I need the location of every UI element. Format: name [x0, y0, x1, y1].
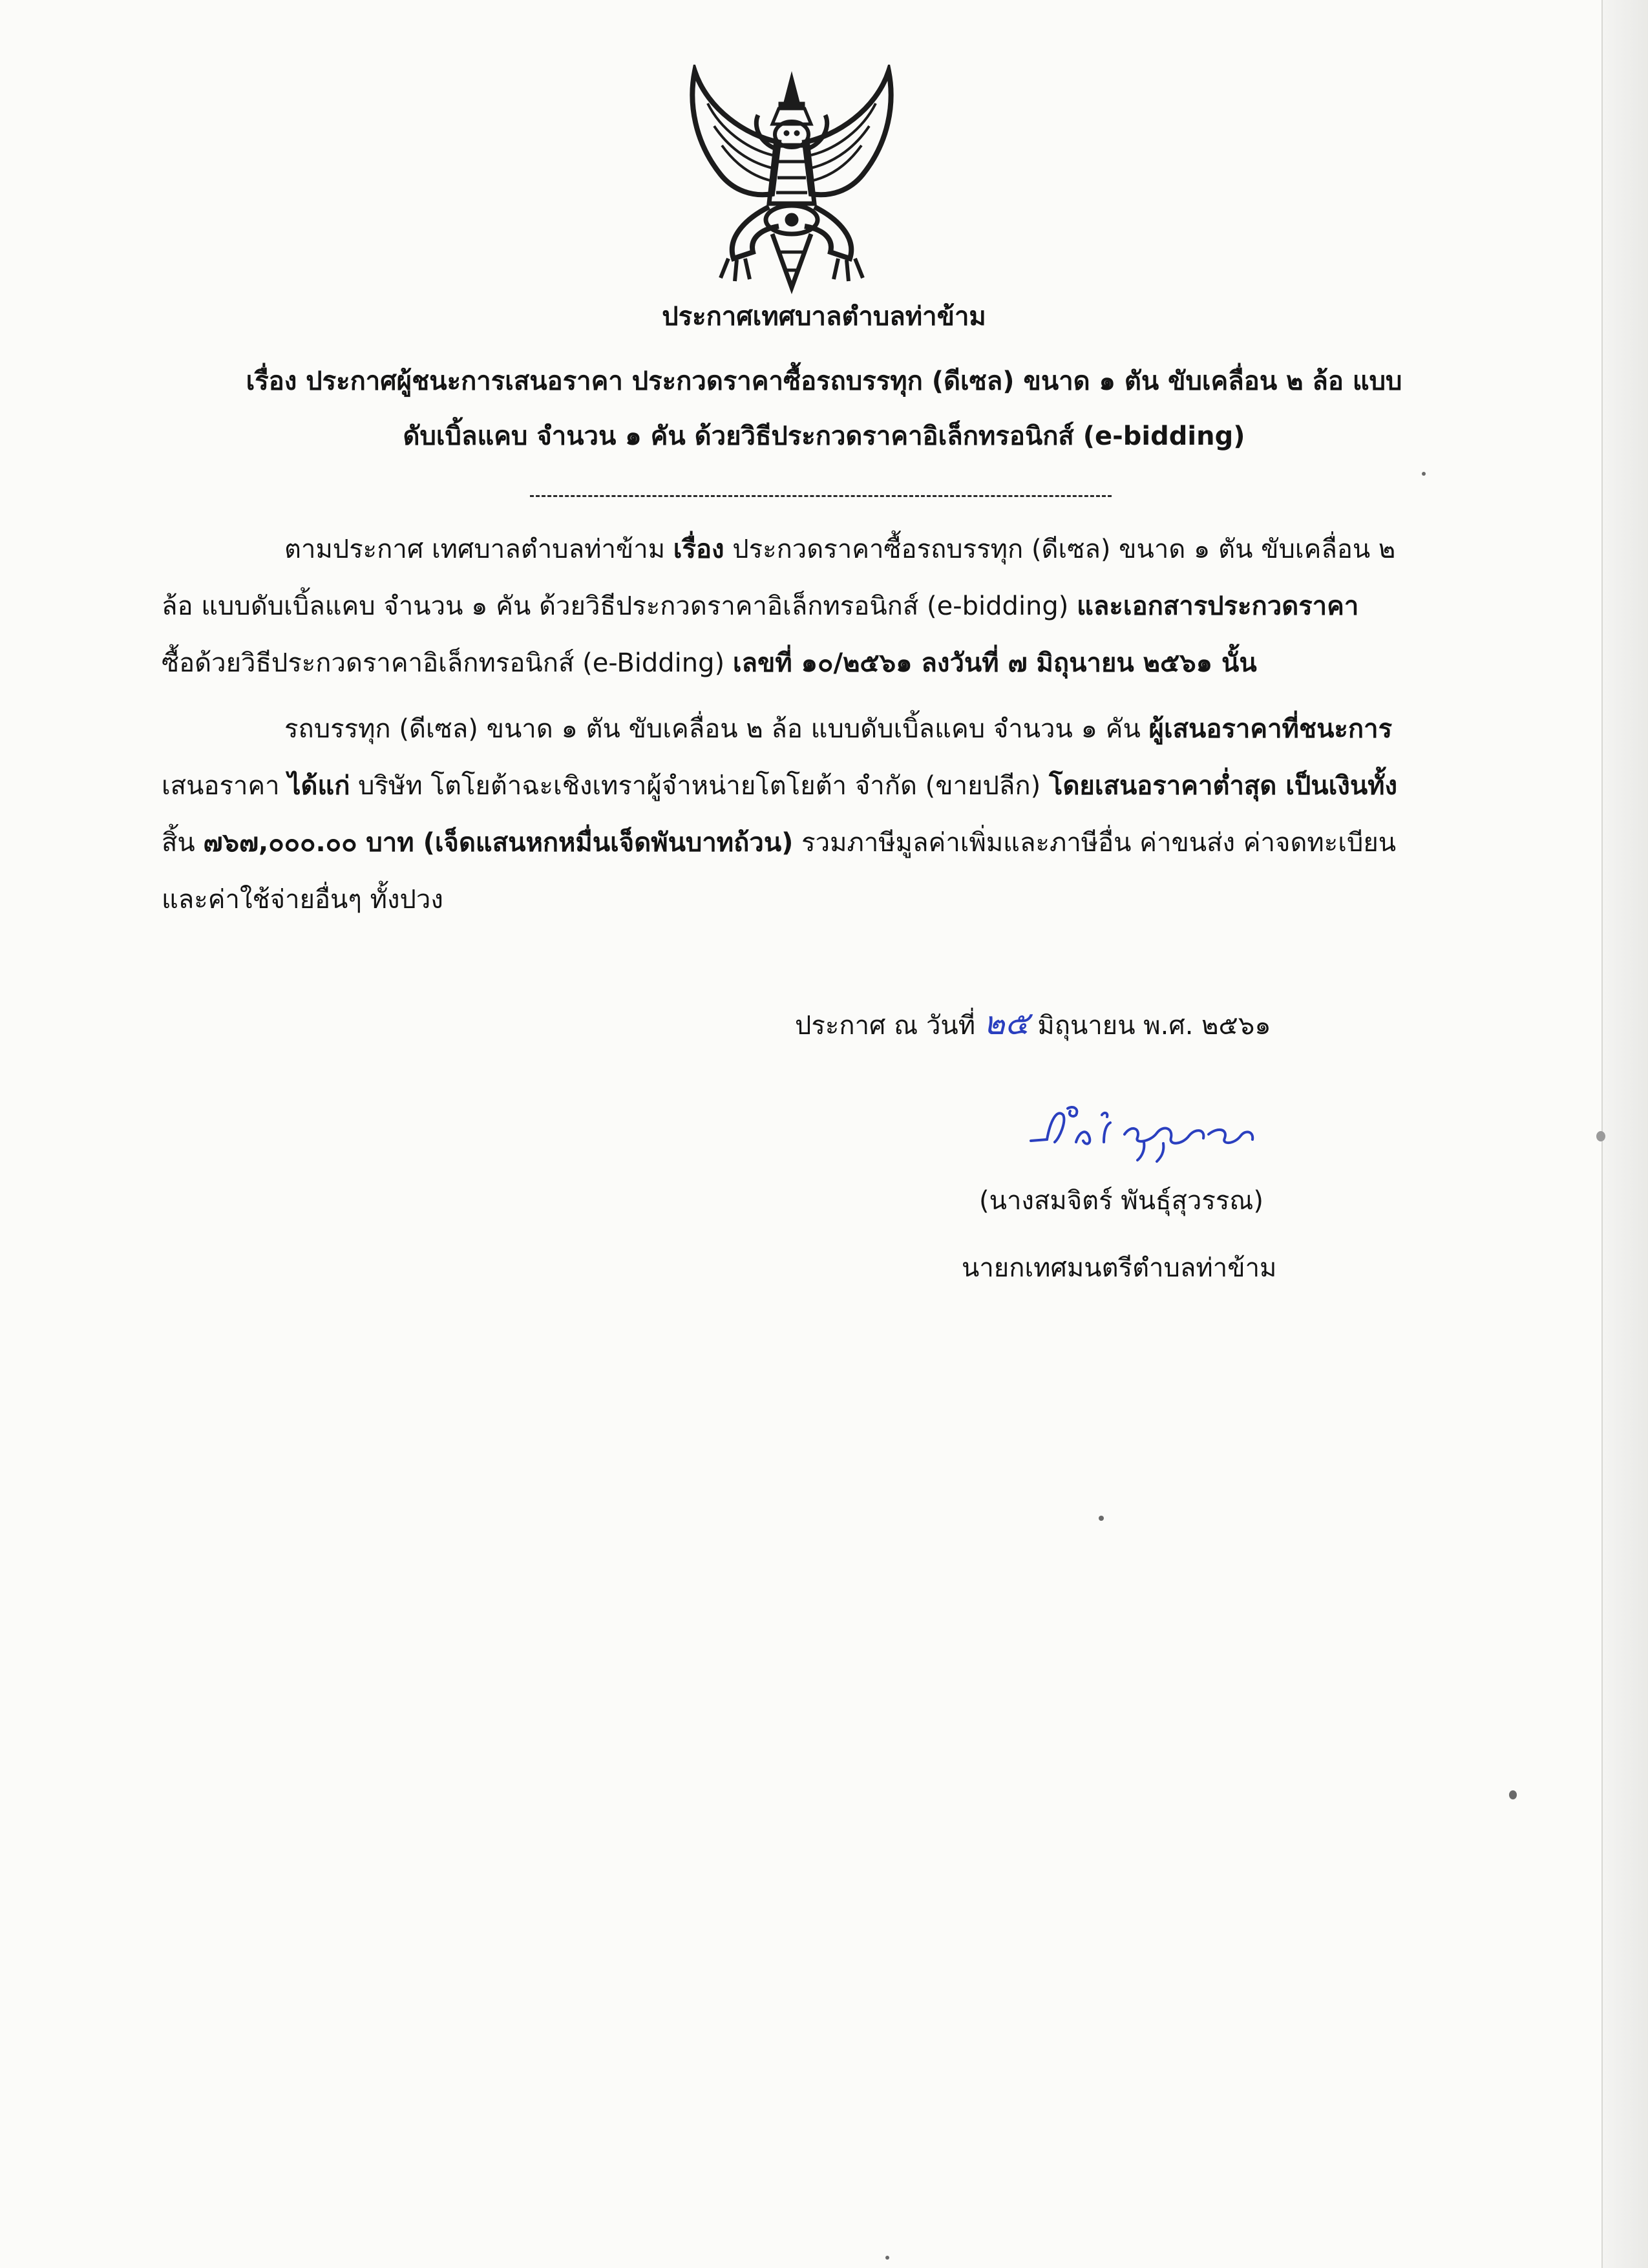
para2-line4: และค่าใช้จ่ายอื่นๆ ทั้งปวง	[162, 885, 443, 915]
divider-line	[530, 495, 1112, 497]
para1-line3: ซื้อด้วยวิธีประกวดราคาอิเล็กทรอนิกส์ (e-Bidding) เลขที่ ๑๐/๒๕๖๑ ลงวันที่ ๗ มิถุนายน ๒๕๖๑ นั้น	[162, 648, 1257, 678]
para2-line1: รถบรรทุก (ดีเซล) ขนาด ๑ ตัน ขับเคลื่อน ๒ ล้อ แบบดับเบิ้ลแคบ จำนวน ๑ คัน ผู้เสนอราคาที่ชนะการ	[284, 714, 1393, 744]
signatory-position: นายกเทศมนตรีตำบลท่าข้าม	[962, 1253, 1277, 1283]
subject-line-1: เรื่อง ประกาศผู้ชนะการเสนอราคา ประกวดราคาซื้อรถบรรทุก (ดีเซล) ขนาด ๑ ตัน ขับเคลื่อน ๒ ล้อ แบบ	[246, 366, 1402, 396]
para1-line2: ล้อ แบบดับเบิ้ลแคบ จำนวน ๑ คัน ด้วยวิธีประกวดราคาอิเล็กทรอนิกส์ (e-bidding) และเอกสารประกวดราคา	[162, 591, 1359, 621]
para1-line1: ตามประกาศ เทศบาลตำบลท่าข้าม เรื่อง ประกวดราคาซื้อรถบรรทุก (ดีเซล) ขนาด ๑ ตัน ขับเคลื่อน ๒	[284, 535, 1396, 564]
scanned-page-edge	[1601, 0, 1648, 2268]
announcement-title: ประกาศเทศบาลตำบลท่าข้าม	[662, 302, 986, 332]
scan-speck	[1099, 1516, 1104, 1521]
handwritten-signature	[1028, 1096, 1260, 1167]
signatory-name: (นางสมจิตร์ พันธุ์สุวรรณ)	[979, 1186, 1264, 1216]
handwritten-day: ๒๕	[983, 1004, 1030, 1042]
scan-speck	[1509, 1790, 1517, 1799]
announcement-date: ประกาศ ณ วันที่ ๒๕ มิถุนายน พ.ศ. ๒๕๖๑	[795, 1004, 1271, 1042]
subject-line-2: ดับเบิ้ลแคบ จำนวน ๑ คัน ด้วยวิธีประกวดราคาอิเล็กทรอนิกส์ (e-bidding)	[403, 421, 1245, 451]
garuda-emblem-icon	[682, 65, 902, 301]
para2-line3: สิ้น ๗๖๗,๐๐๐.๐๐ บาท (เจ็ดแสนหกหมื่นเจ็ดพันบาทถ้วน) รวมภาษีมูลค่าเพิ่มและภาษีอื่น ค่าขนส่ง ค่าจดทะเบียน	[162, 828, 1397, 858]
scan-speck	[1422, 472, 1426, 476]
para2-line2: เสนอราคา ได้แก่ บริษัท โตโยต้าฉะเชิงเทราผู้จำหน่ายโตโยต้า จำกัด (ขายปลีก) โดยเสนอราคาต่ำสุด เป็นเงินทั้ง	[162, 771, 1398, 801]
scan-speck	[1596, 1131, 1605, 1141]
scan-speck	[885, 2256, 889, 2260]
